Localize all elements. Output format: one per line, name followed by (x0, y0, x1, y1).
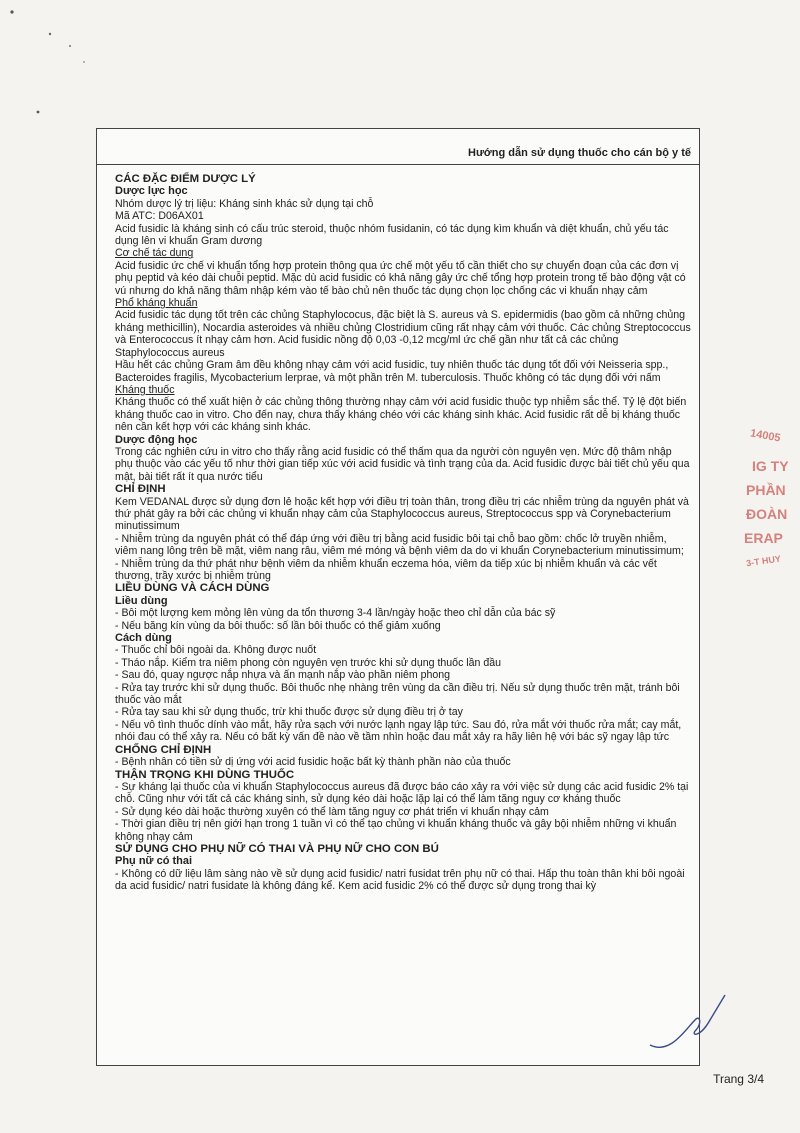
paragraph: Acid fusidic ức chế vi khuẩn tổng hợp protein thông qua ức chế một yếu tố cần thiết cho sự chuyển đoạn của các đơn vị phụ peptid và kéo dài chuỗi peptid. Mặc dù acid fusidic có khả năng gây ức chế tổng hợp protein trong tế bào động vật có vú nhưng do khả năng thâm nhập kém vào tế bào chủ nên thuốc tác dụng chọn lọc chống các vi khuẩn nhạy cảm (115, 259, 686, 297)
underlined-heading: Cơ chế tác dụng (115, 247, 194, 260)
paragraph: - Sử dụng kéo dài hoặc thường xuyên có thể làm tăng nguy cơ phát triển vi khuẩn nhạy cảm (115, 805, 549, 818)
paragraph: Mã ATC: D06AX01 (115, 210, 204, 223)
paragraph: - Sau đó, quay ngược nắp nhựa và ấn mạnh nắp vào phần niêm phong (115, 669, 451, 682)
paragraph: - Rửa tay sau khi sử dụng thuốc, trừ khi thuốc được sử dụng điều trị ở tay (115, 706, 463, 719)
section-heading: SỬ DỤNG CHO PHỤ NỮ CÓ THAI VÀ PHỤ NỮ CHO CON BÚ (115, 842, 439, 855)
paragraph: - Nhiễm trùng da thứ phát như bệnh viêm da nhiễm khuẩn eczema hóa, viêm da tiếp xúc bị nhiễm khuẩn và các vết thương, trầy xước bị nhiễm trùng (115, 557, 657, 582)
paragraph: Trong các nghiên cứu in vitro cho thấy rằng acid fusidic có thể thấm qua da người còn nguyên vẹn. Mức độ thâm nhập phụ thuộc vào các yếu tố như thời gian tiếp xúc với acid fusidic và tình trạng của da. Acid fusidic được bài tiết chủ yếu qua mật, bài tiết rất ít qua nước tiểu (115, 445, 690, 483)
paragraph: - Bệnh nhân có tiền sử dị ứng với acid fusidic hoặc bất kỳ thành phần nào của thuốc (115, 756, 511, 769)
paragraph: - Thuốc chỉ bôi ngoài da. Không được nuốt (115, 644, 317, 657)
section-heading: THẬN TRỌNG KHI DÙNG THUỐC (115, 768, 295, 781)
underlined-heading: Phổ kháng khuẩn (115, 297, 198, 310)
paragraph: - Nếu băng kín vùng da bôi thuốc: số lần bôi thuốc có thể giảm xuống (115, 619, 441, 632)
subsection-heading: Cách dùng (115, 632, 172, 645)
scan-specks (0, 0, 120, 120)
section-heading: CHỈ ĐỊNH (115, 483, 166, 496)
paragraph: - Thời gian điều trị nên giới hạn trong 1 tuần vì có thể tạo chủng vi khuẩn kháng thuốc và gây bội nhiễm những vi khuẩn không nhạy cảm (115, 818, 677, 843)
paragraph: - Nếu vô tình thuốc dính vào mắt, hãy rửa sạch với nước lạnh ngay lập tức. Sau đó, rửa mắt với thuốc rửa mắt; cay mắt, nhói đau có thể xảy ra. Nếu có bất kỳ vấn đề nào về tầm nhìn hoặc đau mắt xảy ra hãy liên hệ với bác sỹ ngay lập tức (115, 718, 682, 744)
paragraph: - Tháo nắp. Kiểm tra niêm phong còn nguyên vẹn trước khi sử dụng thuốc lần đầu (115, 656, 502, 669)
paragraph: - Bôi một lượng kem mỏng lên vùng da tổn thương 3-4 lần/ngày hoặc theo chỉ dẫn của bác sỹ (115, 607, 556, 620)
paragraph: Kem VEDANAL được sử dụng đơn lẻ hoặc kết hợp với điều trị toàn thân, trong điều trị các nhiễm trùng da nguyên phát và thứ phát gây ra bởi các chủng vi khuẩn nhạy cảm của Staphylococcus aureus, Streptococcus spp và Corynebacterium minutissimum (115, 495, 689, 533)
paragraph: - Nhiễm trùng da nguyên phát có thể đáp ứng với điều trị bằng acid fusidic bôi tại chỗ bao gồm: chốc lở truyền nhiễm, viêm nang lông trên bề mặt, viêm nang râu, viêm mé móng và bệnh viêm da do vi khuẩn Corynebacterium minutissimum; (115, 532, 684, 558)
subsection-heading: Dược động học (115, 433, 198, 446)
paragraph: Hầu hết các chủng Gram âm đều không nhạy cảm với acid fusidic, tuy nhiên thuốc tác dụng tốt đối với Neisseria spp., Bacteroides fragilis, Mycobacterium lerprae, và một phần trên M. tuberculosis. Thuốc không có tác dụng đối với nấm (115, 359, 669, 384)
paragraph: Kháng thuốc có thể xuất hiện ở các chủng thông thường nhạy cảm với acid fusidic thuộc typ nhiễm sắc thể. Tỷ lệ đột biến kháng thuốc cao in vitro. Cho đến nay, chưa thấy kháng chéo với các kháng sinh khác. Acid fusidic rất dễ bị kháng thuốc nên cần kết hợp với các kháng sinh khác. (115, 396, 687, 434)
paragraph: Nhóm dược lý trị liệu: Kháng sinh khác sử dụng tại chỗ (115, 197, 374, 210)
section-heading: CÁC ĐẶC ĐIỂM DƯỢC LÝ (115, 173, 256, 185)
company-stamp: 14005 IG TY PHẦN ĐOÀN ERAP 3-T HUY (744, 427, 789, 569)
subsection-heading: Phụ nữ có thai (115, 855, 193, 868)
section-heading: LIỀU DÙNG VÀ CÁCH DÙNG (115, 582, 270, 595)
document-header: Hướng dẫn sử dụng thuốc cho cán bộ y tế (97, 147, 699, 165)
paragraph: Acid fusidic tác dụng tốt trên các chủng Staphylococus, đặc biệt là S. aureus và S. epidermidis (bao gồm cả những chủng kháng methicillin), Nocardia asteroides và nhiều chủng Clostridium cũng rất nhạy cảm với thuốc. Các chủng Streptococcus và Enterococcus ít nhạy cảm hơn. Acid fusidic nồng độ 0,03 -0,12 mcg/ml ức chế gần như tất cả các chủng Staphylococcus aureus (115, 309, 691, 359)
paragraph: Acid fusidic là kháng sinh có cấu trúc steroid, thuộc nhóm fusidanin, có tác dụng kìm khuẩn và diệt khuẩn, chủ yếu tác dụng lên vi khuẩn Gram dương (115, 222, 669, 248)
paragraph: - Sự kháng lại thuốc của vi khuẩn Staphylococcus aureus đã được báo cáo xảy ra với việc sử dụng các acid fusidic 2% tại chỗ. Cũng như với tất cả các kháng sinh, sử dụng kéo dài hoặc lặp lại có thể làm tăng nguy cơ kháng thuốc (115, 780, 689, 806)
page-number: Trang 3/4 (713, 1072, 764, 1086)
section-heading: CHỐNG CHỈ ĐỊNH (115, 743, 212, 756)
signature-mark (640, 990, 730, 1060)
underlined-heading: Kháng thuốc (115, 383, 175, 396)
paragraph: - Rửa tay trước khi sử dụng thuốc. Bôi thuốc nhẹ nhàng trên vùng da cần điều trị. Nếu sử dụng thuốc trên mặt, tránh bôi thuốc vào mắt (115, 681, 680, 707)
paragraph: - Không có dữ liệu lâm sàng nào về sử dụng acid fusidic/ natri fusidat trên phụ nữ có thai. Hấp thu toàn thân khi bôi ngoài da acid fusidic/ natri fusidate là không đáng kể. Kem acid fusidic 2% có thể được sử dụng trong thai kỳ (115, 867, 685, 893)
document-frame (96, 128, 700, 1066)
document-body (115, 173, 691, 893)
subsection-heading: Dược lực học (115, 185, 188, 198)
subsection-heading: Liều dùng (115, 594, 168, 607)
